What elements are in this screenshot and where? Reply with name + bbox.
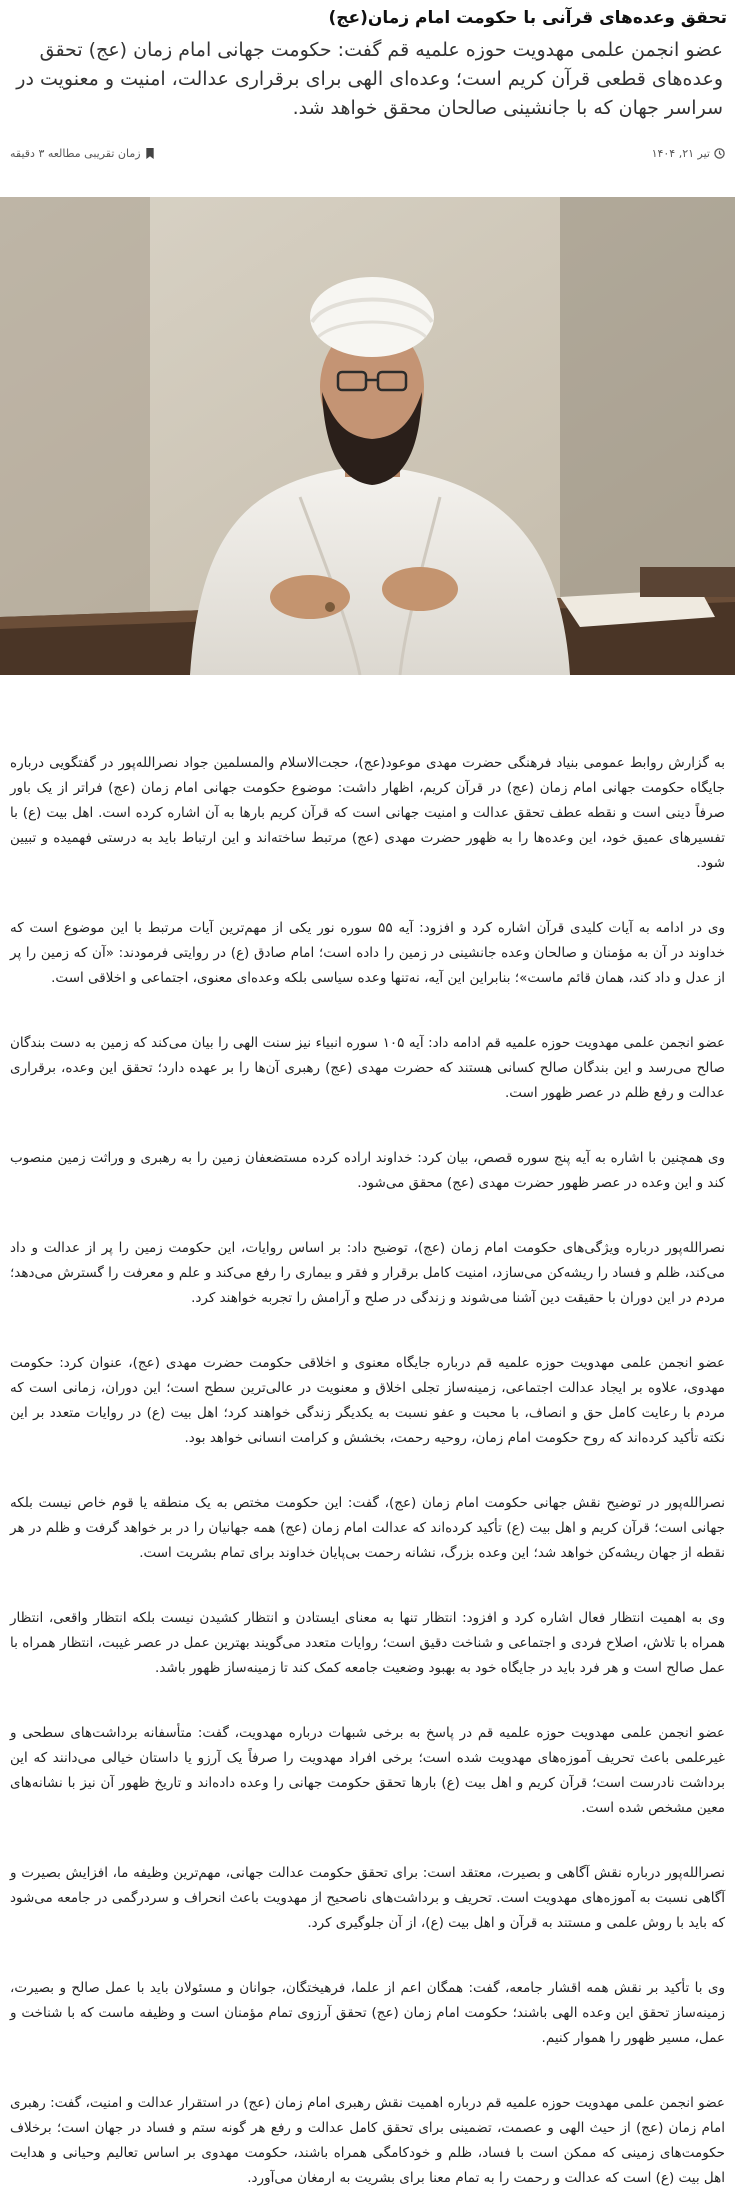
article-paragraph: نصرالله‌پور در توضیح نقش جهانی حکومت امام زمان (عج)، گفت: این حکومت مختص به یک منطقه یا قوم خاص نیست بلکه جهانی است؛ قرآن کریم و اهل بیت (ع) تأکید کرده‌اند که عدالت امام زمان (عج) همه جهانیان را در بر خواهد گرفت و ظلم در هر نقطه از جهان ریشه‌کن خواهد شد؛ این وعده بزرگ، نشانه رحمت بی‌پایان خداوند برای تمام بشریت است. xyxy=(10,1495,725,1561)
publish-date-text: تیر ۲۱, ۱۴۰۴ xyxy=(651,146,710,160)
article-body xyxy=(0,751,735,2191)
article-paragraph: وی همچنین با اشاره به آیه پنج سوره قصص، بیان کرد: خداوند اراده کرده مستضعفان زمین را به رهبری و وراثت زمین منصوب کند و این وعده در عصر ظهور حضرت مهدی (عج) محقق می‌شود. xyxy=(10,1150,725,1191)
article-paragraph: نصرالله‌پور درباره ویژگی‌های حکومت امام زمان (عج)، توضیح داد: بر اساس روایات، این حکومت زمین را پر از عدالت و داد می‌کند، ظلم و فساد را ریشه‌کن می‌سازد، امنیت کامل برقرار و فقر و بیماری را رفع می‌کند و علم و معرفت را گسترش می‌دهد؛ مردم در این دوران با حقیقت دین آشنا می‌شوند و زندگی در صلح و آرامش را تجربه خواهند کرد. xyxy=(10,1240,725,1306)
article-paragraph: نصرالله‌پور درباره نقش آگاهی و بصیرت، معتقد است: برای تحقق حکومت عدالت جهانی، مهم‌ترین وظیفه ما، افزایش بصیرت و آگاهی نسبت به آموزه‌های مهدویت است. تحریف و برداشت‌های ناصحیح از مهدویت باعث انحراف و سردرگمی در جامعه می‌شود که باید با روش علمی و مستند به قرآن و اهل بیت (ع)، از آن جلوگیری کرد. xyxy=(10,1865,725,1931)
read-time-text: زمان تقریبی مطالعه ۳ دقیقه xyxy=(10,146,141,160)
article-paragraph: عضو انجمن علمی مهدویت حوزه علمیه قم درباره جایگاه معنوی و اخلاقی حکومت حضرت مهدی (عج)، عنوان کرد: حکومت مهدوی، علاوه بر ایجاد عدالت اجتماعی، زمینه‌ساز تجلی اخلاق و معنویت در عالی‌ترین سطح است؛ این دوران، زمانی است که مردم با رعایت کامل حق و انصاف، با محبت و عفو نسبت به یکدیگر زندگی خواهند کرد؛ اهل بیت (ع) در روایات متعدد بر این نکته تأکید کرده‌اند که روح حکومت امام زمان، روحیه رحمت، بخشش و کرامت انسانی خواهد بود. xyxy=(10,1355,725,1446)
bookmark-icon xyxy=(145,148,155,159)
article-meta xyxy=(0,142,735,164)
article-paragraph: وی در ادامه به آیات کلیدی قرآن اشاره کرد و افزود: آیه ۵۵ سوره نور یکی از مهم‌ترین آیات مرتبط با این موضوع است که خداوند در آن به مؤمنان و صالحان وعده جانشینی در زمین را داده است؛ امام صادق (ع) در روایتی فرمودند: «آن که زمین را پر از عدل و داد کند، همان قائم ماست»؛ بنابراین این آیه، نه‌تنها وعده سیاسی بلکه وعده‌ای معنوی، اجتماعی و اخلاقی است. xyxy=(10,920,725,986)
article-paragraph: عضو انجمن علمی مهدویت حوزه علمیه قم در پاسخ به برخی شبهات درباره مهدویت، گفت: متأسفانه برداشت‌های سطحی و غیرعلمی باعث تحریف آموزه‌های مهدویت شده است؛ برخی افراد مهدویت را صرفاً یک آرزو یا داستان خیالی می‌دانند که این برداشت نادرست است؛ قرآن کریم و اهل بیت (ع) بارها تحقق حکومت جهانی را وعده داده‌اند و تاریخ ظهور آن نیز با نشانه‌های معین مشخص شده است. xyxy=(10,1725,725,1816)
article-paragraph: عضو انجمن علمی مهدویت حوزه علمیه قم ادامه داد: آیه ۱۰۵ سوره انبیاء نیز سنت الهی را بیان می‌کند که زمین به دست بندگان صالح می‌رسد و این بندگان صالح کسانی هستند که حضرت مهدی (عج) رهبری آن‌ها را بر عهده دارد؛ تحقق این وعده، برقراری عدالت و رفع ظلم در عصر ظهور است. xyxy=(10,1035,726,1101)
clock-icon xyxy=(714,148,725,159)
article-paragraph: وی با تأکید بر نقش همه اقشار جامعه، گفت: همگان اعم از علما، فرهیختگان، جوانان و مسئولان باید با عمل صالح و بصیرت، زمینه‌ساز تحقق این وعده الهی باشند؛ حکومت امام زمان (عج) تحقق آرزوی تمام مؤمنان است و وظیفه ماست که با شناخت و عمل، مسیر ظهور را هموار کنیم. xyxy=(10,1980,725,2046)
article-paragraph: به گزارش روابط عمومی بنیاد فرهنگی حضرت مهدی موعود(عج)، حجت‌الاسلام والمسلمین جواد نصرالله‌پور در گفتگویی درباره جایگاه حکومت جهانی امام زمان (عج) در قرآن کریم، اظهار داشت: موضوع حکومت جهانی امام زمان (عج) فراتر از یک باور صرفاً دینی است و نقطه عطف تحقق عدالت و امنیت جهانی است که قرآن کریم بارها به آن اشاره کرده است. اهل بیت (ع) با تفسیرهای عمیق خود، این وعده‌ها را به ظهور حضرت مهدی (عج) مرتبط ساخته‌اند و این ارتباط باید به درستی فهمیده و تبیین شود. xyxy=(10,755,725,871)
article-lead: عضو انجمن علمی مهدویت حوزه علمیه قم گفت: حکومت جهانی امام زمان (عج) تحقق وعده‌های قطعی قرآن کریم است؛ وعده‌ای الهی برای برقراری عدالت، امنیت و معنویت در سراسر جهان که با جانشینی صالحان محقق خواهد شد. xyxy=(16,39,723,119)
article-headline: تحقق وعده‌های قرآنی با حکومت امام زمان(عج) xyxy=(328,8,727,28)
read-time xyxy=(10,147,155,160)
article-paragraph: عضو انجمن علمی مهدویت حوزه علمیه قم درباره اهمیت نقش رهبری امام زمان (عج) در استقرار عدالت و امنیت، گفت: رهبری امام زمان (عج) از حیث الهی و عصمت، تضمینی برای تحقق کامل عدالت و رفع هر گونه ستم و فساد در جهان است؛ برخلاف حکومت‌های زمینی که ممکن است با فساد، ظلم و خودکامگی همراه باشند، حکومت مهدوی بر اساس تعالیم وحیانی و هدایت اهل بیت (ع) است که عدالت و رحمت را به تمام معنا برای بشریت به ارمغان می‌آورد. xyxy=(10,2095,725,2186)
article-paragraph: وی به اهمیت انتظار فعال اشاره کرد و افزود: انتظار تنها به معنای ایستادن و انتظار کشیدن نیست بلکه انتظار واقعی، انتظار همراه با تلاش، اصلاح فردی و اجتماعی و شناخت دقیق است؛ روایات متعدد می‌گویند بهترین عمل در عصر غیبت، انتظار همراه با عمل صالح است و هر فرد باید در جایگاه خود به بهبود وضعیت جامعه کمک کند تا زمینه‌ساز ظهور باشد. xyxy=(10,1610,725,1676)
article-photo xyxy=(0,197,735,675)
publish-date xyxy=(652,147,725,160)
